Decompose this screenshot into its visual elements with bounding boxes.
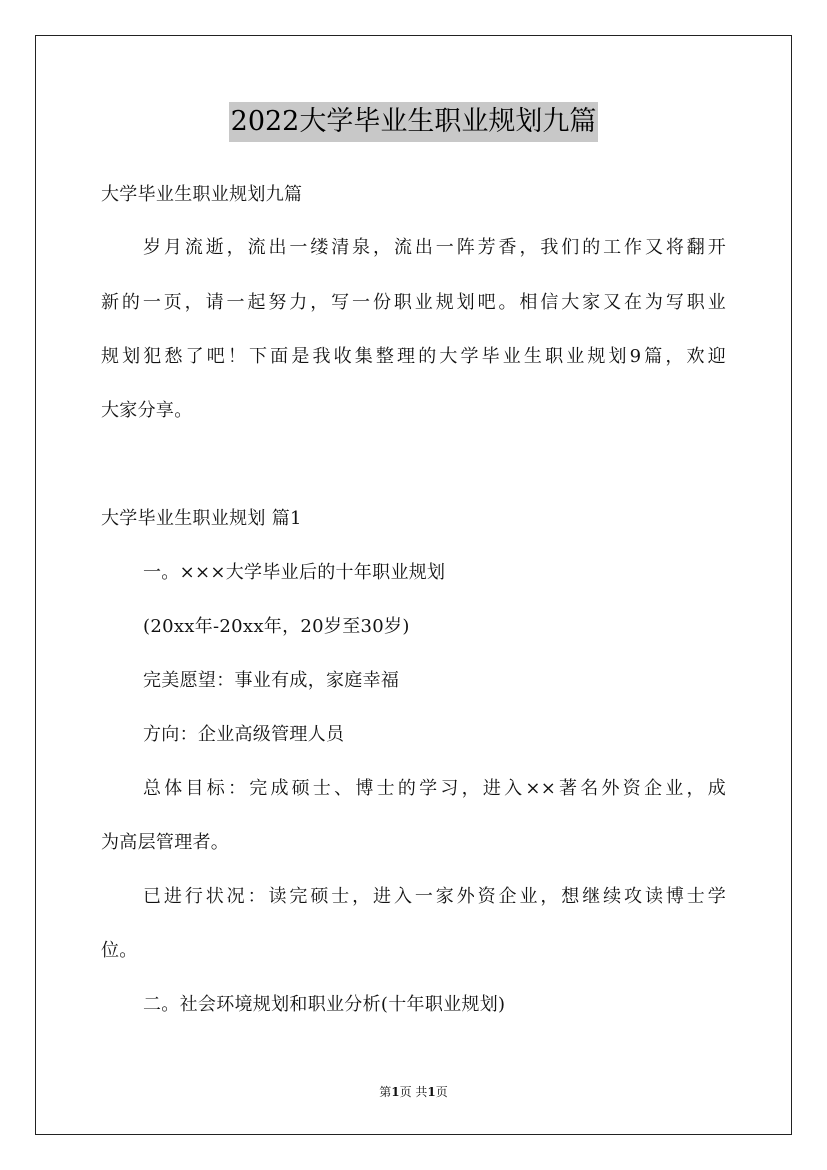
- footer-suffix: 页: [435, 1085, 448, 1099]
- section-heading: 大学毕业生职业规划 篇1: [101, 508, 302, 529]
- section-line-1: 一。×××大学毕业后的十年职业规划: [143, 562, 446, 583]
- section-line-2: (20xx年-20xx年，20岁至30岁): [143, 616, 410, 637]
- footer-prefix: 第: [379, 1085, 392, 1099]
- section-line-3: 完美愿望：事业有成，家庭幸福: [143, 670, 400, 691]
- intro-line-4: 大家分享。: [101, 400, 193, 421]
- subtitle: 大学毕业生职业规划九篇: [101, 184, 303, 205]
- intro-line-1: 岁月流逝，流出一缕清泉，流出一阵芳香，我们的工作又将翻开: [143, 237, 726, 258]
- section-line-6: 为高层管理者。: [101, 832, 230, 853]
- intro-line-3: 规划犯愁了吧！下面是我收集整理的大学毕业生职业规划9篇，欢迎: [101, 346, 726, 367]
- section-line-4: 方向：企业高级管理人员: [143, 724, 345, 745]
- section-line-9: 二。社会环境规划和职业分析(十年职业规划): [143, 994, 506, 1015]
- footer-current-page: 1: [391, 1085, 400, 1099]
- section-line-5: 总体目标：完成硕士、博士的学习，进入××著名外资企业，成: [143, 778, 726, 799]
- page-footer: [0, 1084, 827, 1100]
- footer-total-pages: 1: [427, 1085, 436, 1099]
- section-line-7: 已进行状况：读完硕士，进入一家外资企业，想继续攻读博士学: [143, 886, 726, 907]
- footer-mid: 页 共: [399, 1085, 428, 1099]
- document-title: 2022大学毕业生职业规划九篇: [229, 102, 599, 142]
- section-line-8: 位。: [101, 940, 138, 961]
- document-title-block: [0, 102, 827, 142]
- intro-line-2: 新的一页，请一起努力，写一份职业规划吧。相信大家又在为写职业: [101, 292, 726, 313]
